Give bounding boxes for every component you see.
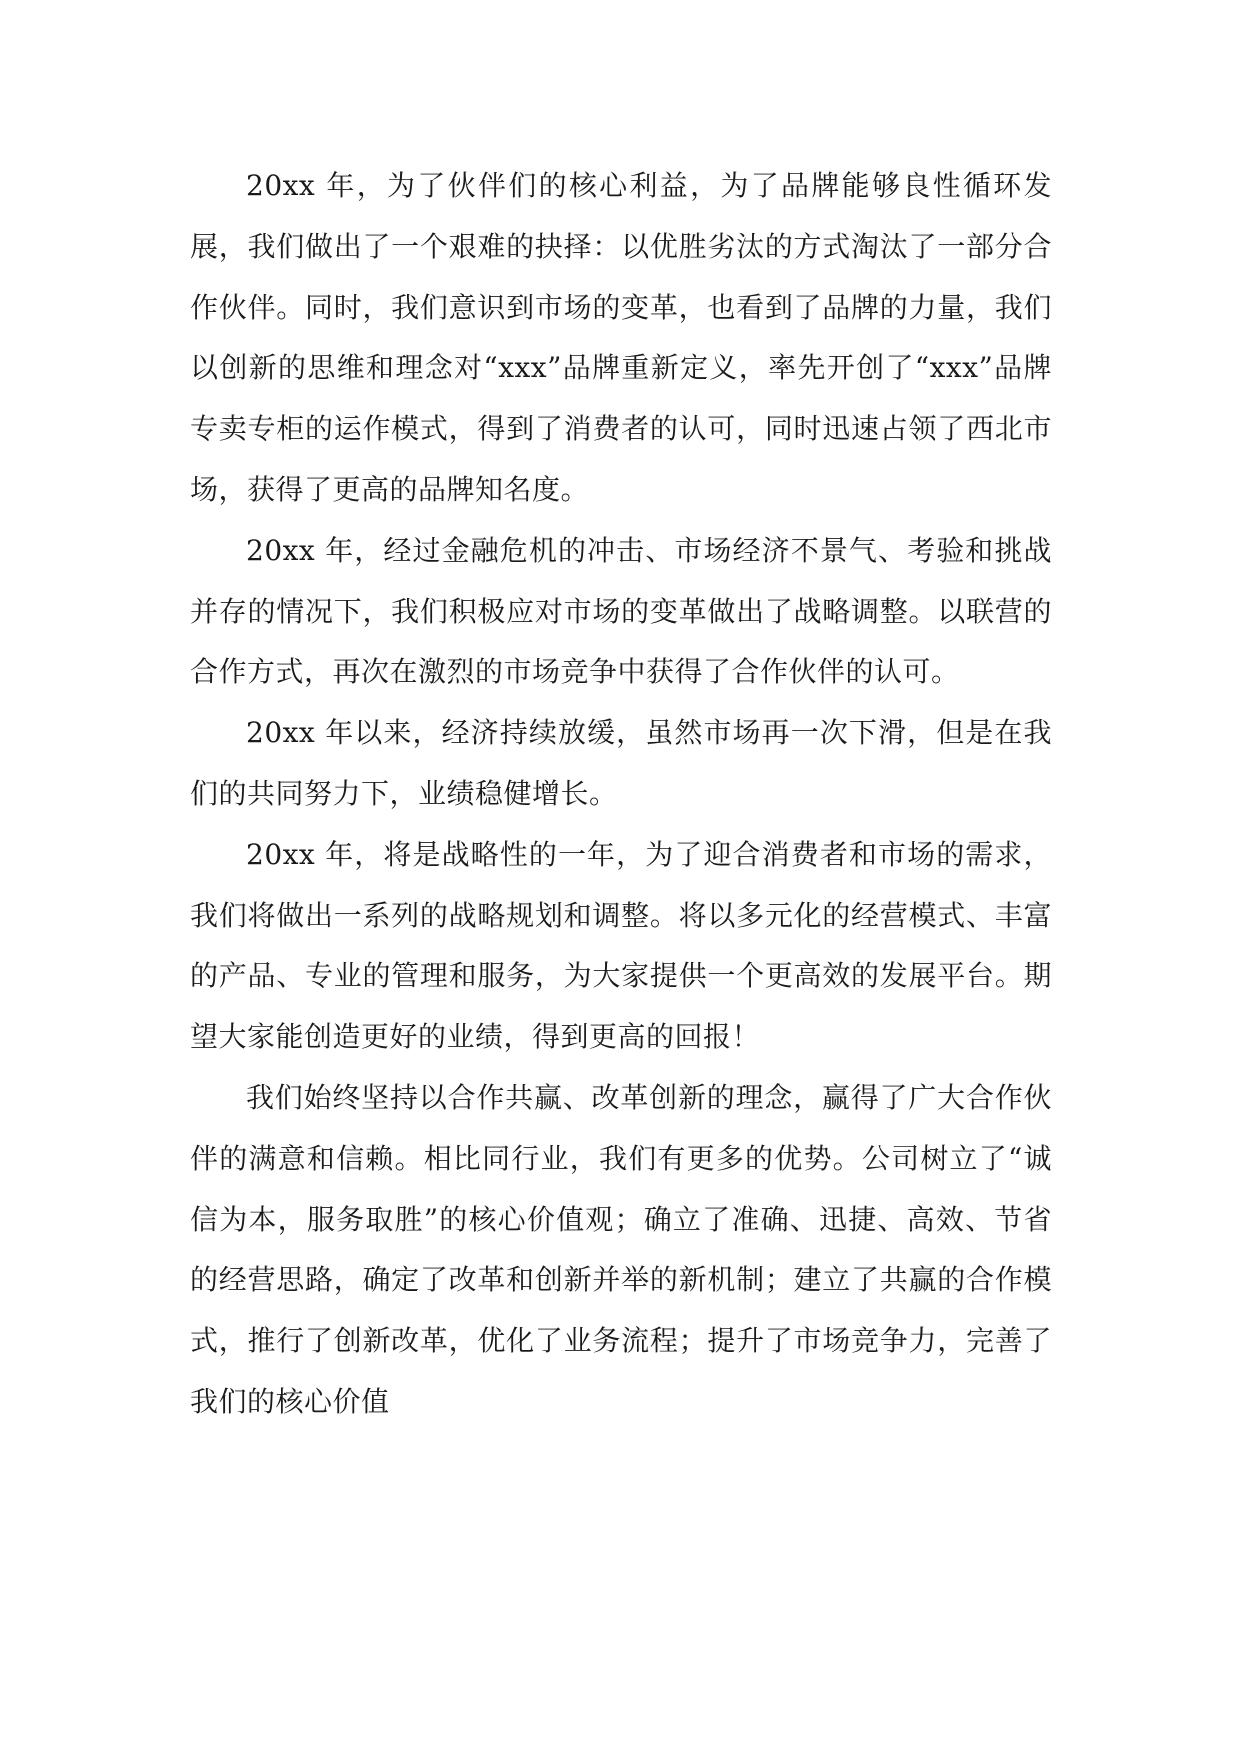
paragraph-2: 20xx 年，经过金融危机的冲击、市场经济不景气、考验和挑战并存的情况下，我们积极应对市场的变革做出了战略调整。以联营的合作方式，再次在激烈的市场竞争中获得了合作伙伴的认可。 xyxy=(190,533,1052,689)
document-body xyxy=(190,156,1052,1433)
paragraph-4: 20xx 年，将是战略性的一年，为了迎合消费者和市场的需求，我们将做出一系列的战略规划和调整。将以多元化的经营模式、丰富的产品、专业的管理和服务，为大家提供一个更高效的发展平台。期望大家能创造更好的业绩，得到更高的回报！ xyxy=(190,837,1052,1054)
paragraph-1: 20xx 年，为了伙伴们的核心利益，为了品牌能够良性循环发展，我们做出了一个艰难的抉择：以优胜劣汰的方式淘汰了一部分合作伙伴。同时，我们意识到市场的变革，也看到了品牌的力量，我们以创新的思维和理念对“xxx”品牌重新定义，率先开创了“xxx”品牌专卖专柜的运作模式，得到了消费者的认可，同时迅速占领了西北市场，获得了更高的品牌知名度。 xyxy=(190,169,1052,506)
paragraph-5: 我们始终坚持以合作共赢、改革创新的理念，赢得了广大合作伙伴的满意和信赖。相比同行业，我们有更多的优势。公司树立了“诚信为本，服务取胜”的核心价值观；确立了准确、迅捷、高效、节省的经营思路，确定了改革和创新并举的新机制；建立了共赢的合作模式，推行了创新改革，优化了业务流程；提升了市场竞争力，完善了我们的核心价值 xyxy=(190,1080,1052,1418)
paragraph-3: 20xx 年以来，经济持续放缓，虽然市场再一次下滑，但是在我们的共同努力下，业绩稳健增长。 xyxy=(190,716,1052,810)
